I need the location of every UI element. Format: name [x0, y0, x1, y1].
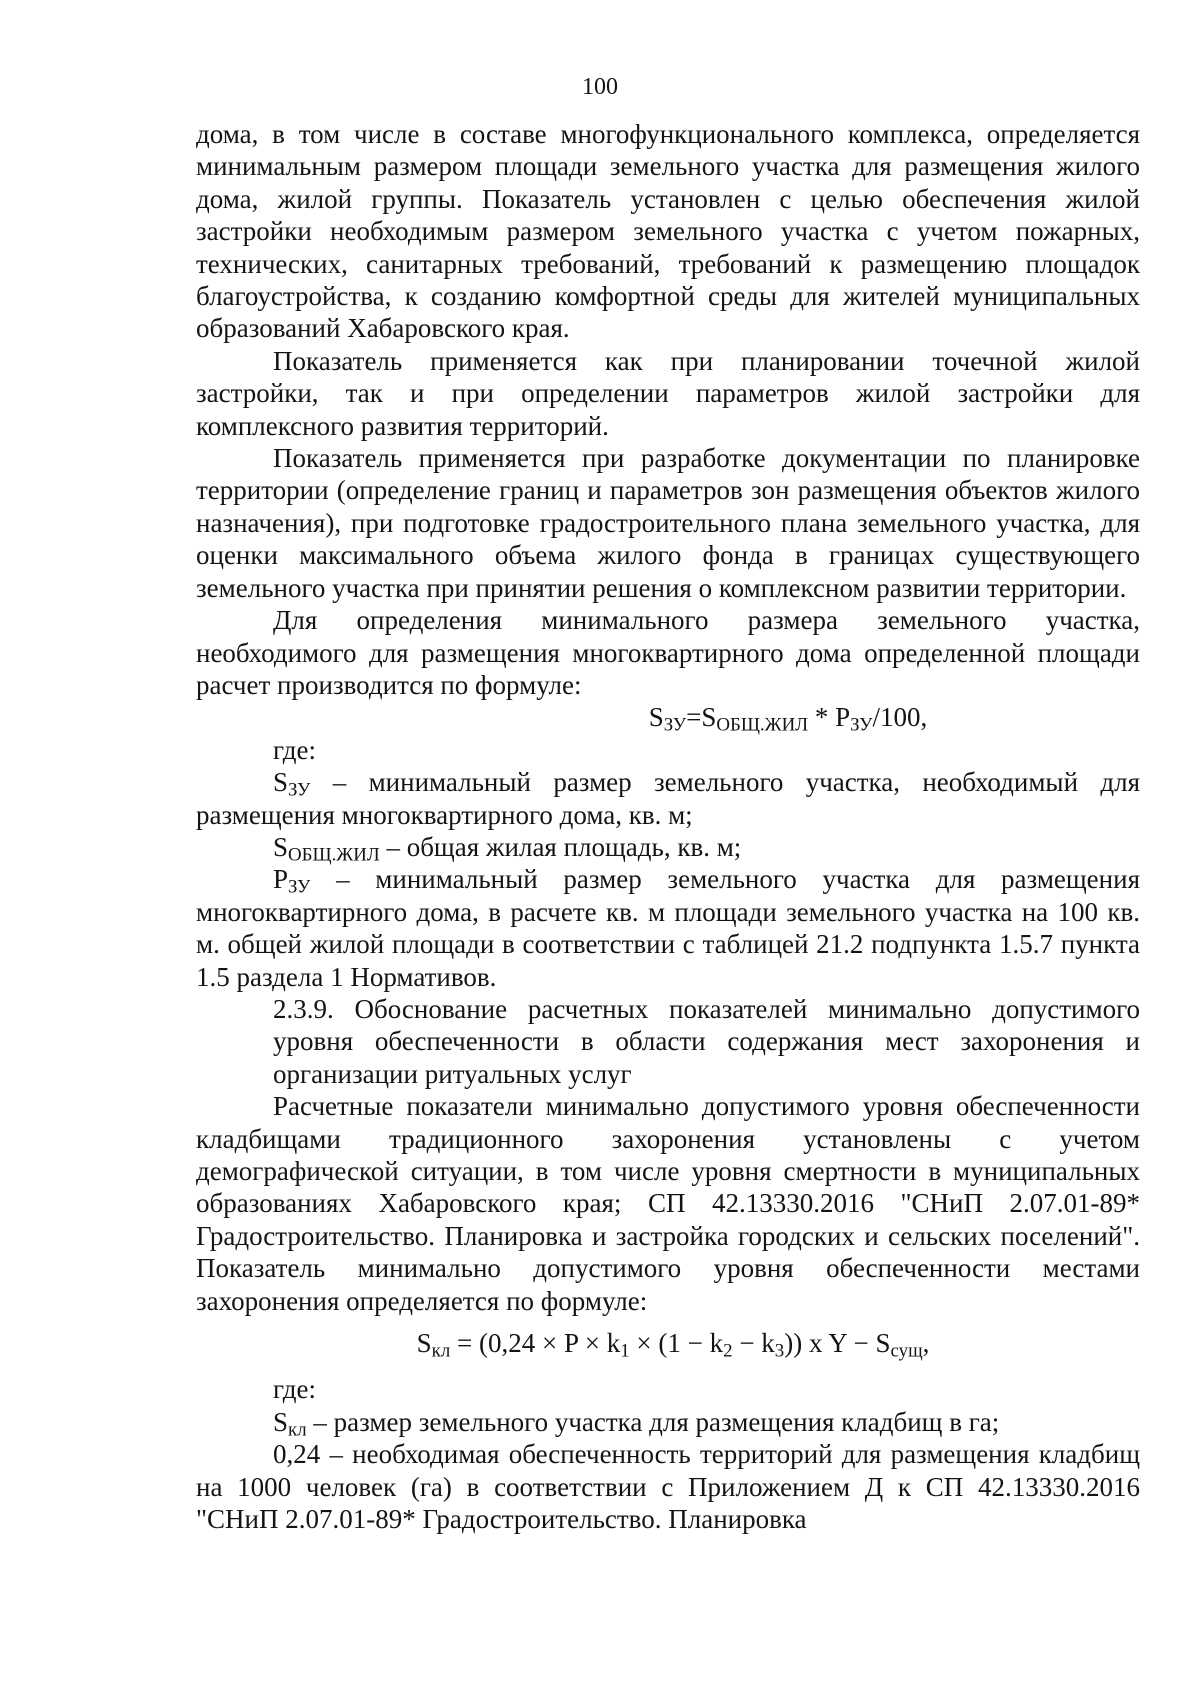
definition-p-zu — [196, 863, 1140, 993]
definition-symbol: S — [273, 1406, 289, 1437]
formula-subscript: ОБЩ.ЖИЛ — [716, 715, 809, 737]
formula-part: − k — [732, 1328, 775, 1359]
formula-part: × (1 − k — [629, 1328, 724, 1359]
paragraph-cemetery-indicators: Расчетные показатели минимально допустимого уровня обеспеченности кладбищами традиционного захоронения установлены с учетом демографической ситуации, в том числе уровня смертности в муниципальных образованиях Хабаровского края; СП 42.13330.2016 "СНиП 2.07.01-89* Градостроительство. Планировка и застройка городских и сельских поселений". Показатель минимально допустимого уровня обеспеченности местами захоронения определяется по формуле: — [196, 1091, 1140, 1316]
where-label: где: — [273, 734, 316, 765]
definition-subscript: кл — [288, 1419, 307, 1441]
paragraph-planning-documentation: Показатель применяется при разработке документации по планировке территории (определение границ и параметров зон размещения объектов жилого назначения), при подготовке градостроительного плана земельного участка, для оценки максимального объема жилого фонда в границах существующего земельного участка при принятии решения о комплексном развитии территории. — [196, 443, 1140, 603]
formula-part: /100, — [872, 702, 928, 733]
formula-part: )) x Y − S — [784, 1328, 891, 1359]
definition-text: – минимальный размер земельного участка, необходимый для размещения многоквартирного дома, кв. м; — [196, 767, 1140, 830]
formula-land-plot-area — [196, 701, 1140, 737]
definition-symbol: P — [273, 864, 289, 895]
document-body — [196, 118, 1140, 1535]
definition-symbol: S — [273, 767, 289, 798]
definition-s-cemetery — [196, 1406, 1140, 1441]
formula-subscript: 3 — [774, 1340, 785, 1362]
formula-subscript: ЗУ — [663, 715, 687, 737]
definition-symbol: S — [273, 831, 289, 862]
where-label: где: — [273, 1374, 316, 1405]
definition-subscript: ЗУ — [288, 779, 311, 801]
formula-subscript: ЗУ — [850, 715, 873, 737]
paragraph-cemetery-norm: 0,24 – необходимая обеспеченность территорий для размещения кладбищ на 1000 человек (га) в соответствии с Приложением Д к СП 42.13330.2016 "СНиП 2.07.01-89* Градостроительство. Планировка — [196, 1439, 1140, 1535]
definition-text: – общая жилая площадь, кв. м; — [379, 831, 742, 862]
definition-subscript: ОБЩ.ЖИЛ — [288, 844, 380, 866]
definition-text: – размер земельного участка для размещения кладбищ в га; — [306, 1406, 1000, 1437]
definition-s-total-living — [196, 831, 1140, 866]
paragraph-residential-land: дома, в том числе в составе многофункционального комплекса, определяется минимальным размером площади земельного участка для размещения жилого дома, жилой группы. Показатель установлен с целью обеспечения жилой застройки необходимым размером земельного участка с учетом пожарных, технических, санитарных требований, требований к размещению площадок благоустройства, к созданию комфортной среды для жителей муниципальных образований Хабаровского края. — [196, 119, 1140, 344]
formula-symbol: S — [648, 702, 664, 733]
formula-subscript: 1 — [620, 1340, 630, 1362]
formula-part: * P — [808, 702, 851, 733]
formula-cemetery-area — [196, 1327, 1140, 1362]
definition-text: – минимальный размер земельного участка для размещения многоквартирного дома, в расчете кв. м площади земельного участка на 100 кв. м. общей жилой площади в соответствии с таблицей 21.2 подпункта 1.5.7 пункта 1.5 раздела 1 Нормативов. — [196, 864, 1140, 992]
formula-part: , — [922, 1328, 930, 1359]
formula-subscript: кл — [431, 1340, 451, 1362]
paragraph-formula-intro: Для определения минимального размера земельного участка, необходимого для размещения многоквартирного дома определенной площади расчет производится по формуле: — [196, 605, 1140, 700]
formula-symbol: S — [416, 1328, 432, 1359]
formula-part: =S — [686, 702, 717, 733]
page-number: 100 — [582, 74, 618, 100]
definition-s-zu — [196, 766, 1140, 831]
formula-part: = (0,24 × P × k — [450, 1328, 621, 1359]
paragraph-indicator-application: Показатель применяется как при планировании точечной жилой застройки, так и при определении параметров жилой застройки для комплексного развития территорий. — [196, 345, 1140, 441]
formula-subscript: сущ — [890, 1340, 923, 1362]
section-heading-2-3-9: 2.3.9. Обоснование расчетных показателей минимально допустимого уровня обеспеченности в области содержания мест захоронения и организации ритуальных услуг — [273, 993, 1140, 1089]
formula-subscript: 2 — [723, 1340, 733, 1362]
definition-subscript: ЗУ — [288, 877, 311, 899]
